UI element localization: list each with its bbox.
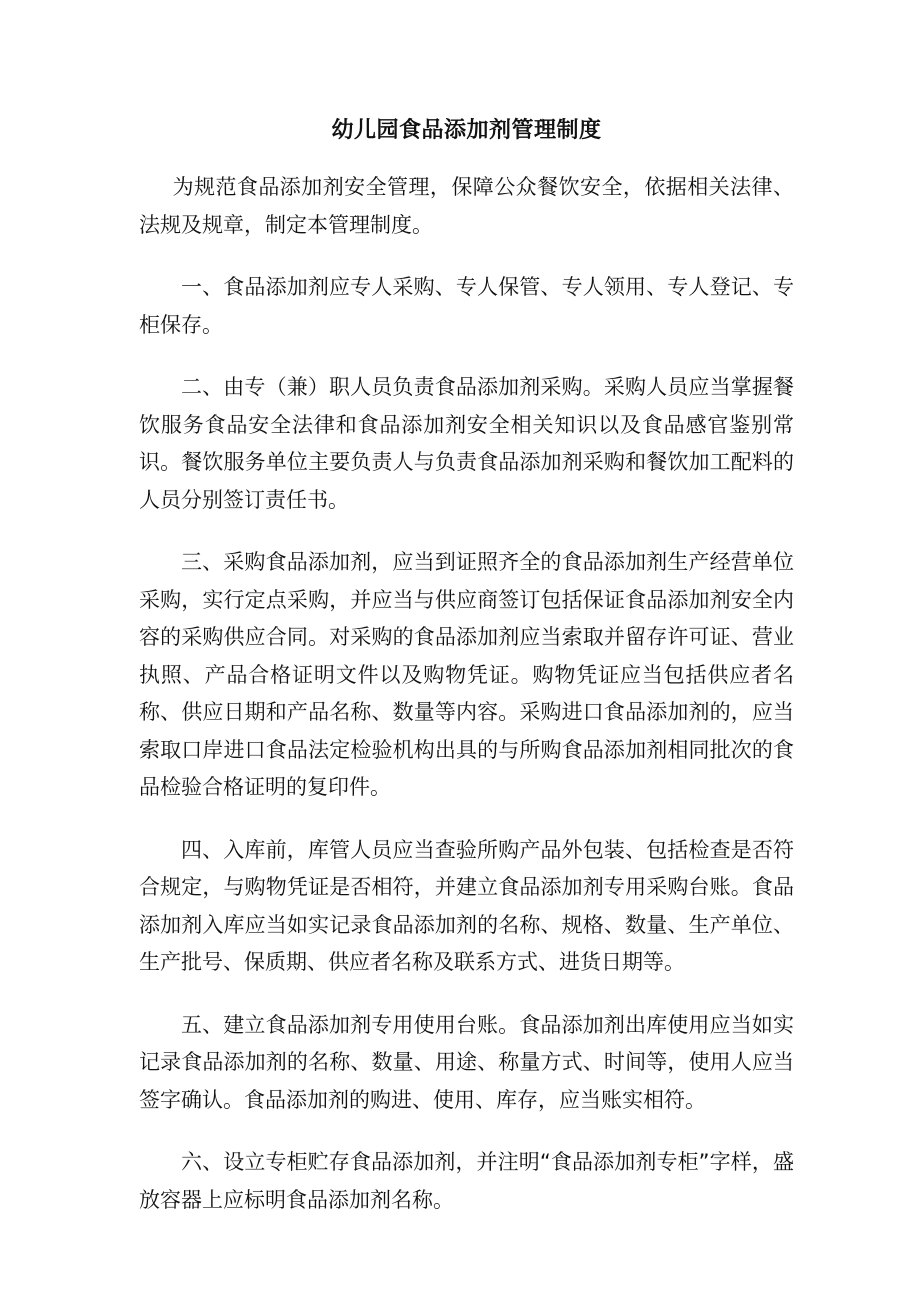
section-paragraph-1: 一、食品添加剂应专人采购、专人保管、专人领用、专人登记、专柜保存。 [139,275,794,337]
section-paragraph-3: 三、采购食品添加剂，应当到证照齐全的食品添加剂生产经营单位采购，实行定点采购，并应当与供应商签订包括保证食品添加剂安全内容的采购供应合同。对采购的食品添加剂应当索取并留存许可证、营业执照、产品合格证明文件以及购物凭证。购物凭证应当包括供应者名称、供应日期和产品名称、数量等内容。采购进口食品添加剂的，应当索取口岸进口食品法定检验机构出具的与所购食品添加剂相同批次的食品检验合格证明的复印件。 [139,550,794,799]
document-body [139,114,794,1244]
intro-paragraph: 为规范食品添加剂安全管理，保障公众餐饮安全，依据相关法律、法规及规章，制定本管理制度。 [139,175,794,237]
section-paragraph-2: 二、由专（兼）职人员负责食品添加剂采购。采购人员应当掌握餐饮服务食品安全法律和食品添加剂安全相关知识以及食品感官鉴别常识。餐饮服务单位主要负责人与负责食品添加剂采购和餐饮加工配料的人员分别签订责任书。 [139,375,794,512]
section-paragraph-4: 四、入库前，库管人员应当查验所购产品外包装、包括检查是否符合规定，与购物凭证是否相符，并建立食品添加剂专用采购台账。食品添加剂入库应当如实记录食品添加剂的名称、规格、数量、生产单位、生产批号、保质期、供应者名称及联系方式、进货日期等。 [139,837,794,974]
section-paragraph-5: 五、建立食品添加剂专用使用台账。食品添加剂出库使用应当如实记录食品添加剂的名称、数量、用途、称量方式、时间等，使用人应当签字确认。食品添加剂的购进、使用、库存，应当账实相符。 [139,1012,794,1112]
section-paragraph-6: 六、设立专柜贮存食品添加剂，并注明“食品添加剂专柜”字样，盛放容器上应标明食品添加剂名称。 [139,1150,794,1212]
document-title: 幼儿园食品添加剂管理制度 [331,118,602,143]
